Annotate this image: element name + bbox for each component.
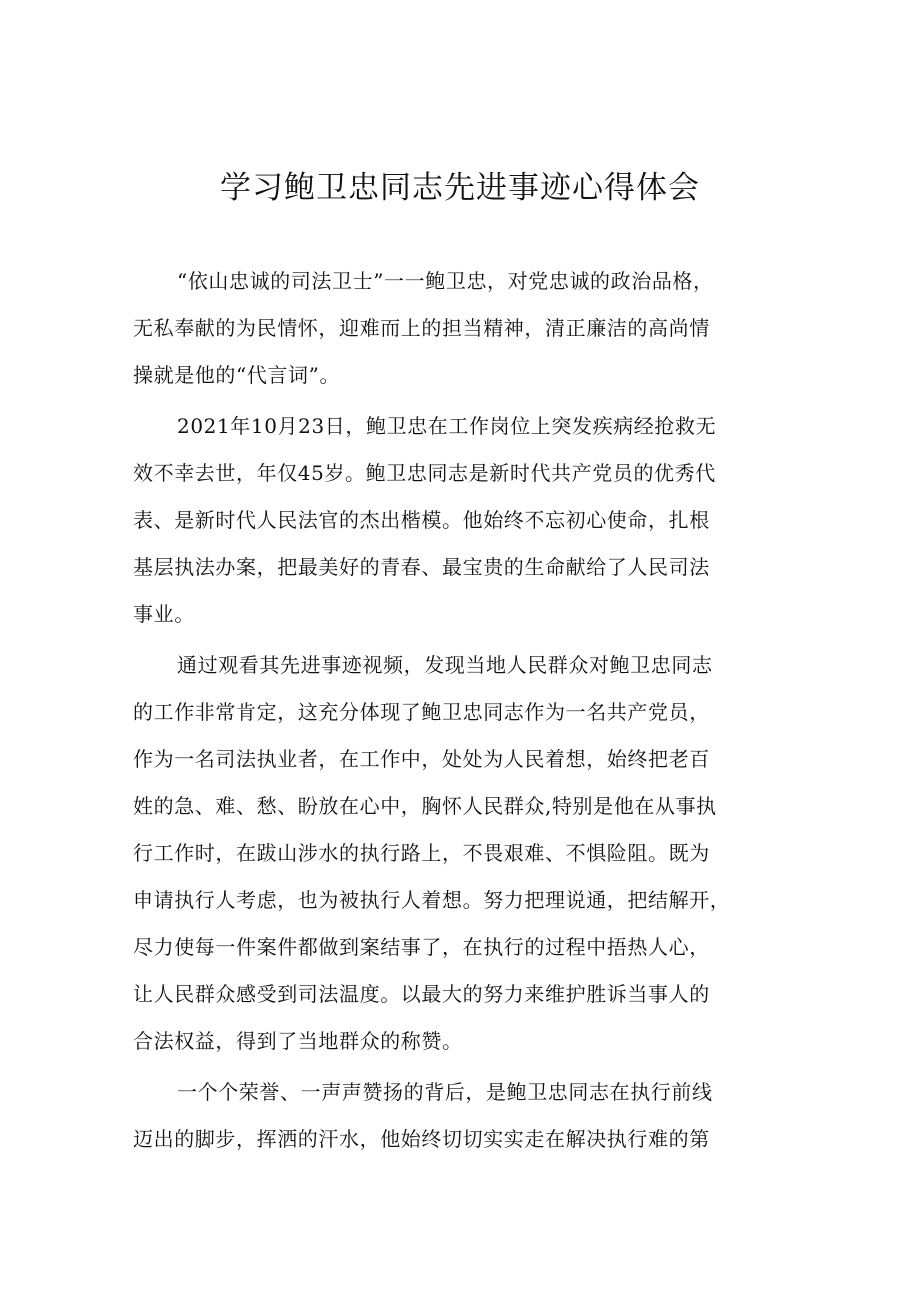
paragraph-1 (133, 258, 805, 399)
paragraph-line: 效不幸去世，年仅45岁。鲍卫忠同志是新时代共产党员的优秀代 (133, 461, 716, 485)
paragraph-line: 尽力使每一件案件都做到案结事了，在执行的过程中捂热人心， (133, 935, 710, 959)
paragraph-line: 姓的急、难、愁、盼放在心中，胸怀人民群众,特别是他在从事执 (133, 794, 717, 818)
paragraph-4 (133, 1069, 805, 1163)
document-title: 学习鲍卫忠同志先进事迹心得体会 (220, 170, 700, 206)
paragraph-line: 基层执法办案，把最美好的青春、最宝贵的生命献给了人民司法 (133, 555, 710, 579)
paragraph-line: 迈出的脚步，挥洒的汗水，他始终切切实实走在解决执行难的第 (133, 1127, 710, 1151)
paragraph-line: 合法权益，得到了当地群众的称赞。 (133, 1029, 463, 1053)
paragraph-line: 表、是新时代人民法官的杰出楷模。他始终不忘初心使命，扎根 (133, 508, 710, 532)
paragraph-line: 操就是他的“代言词”。 (133, 363, 341, 387)
paragraph-line: 通过观看其先进事迹视频，发现当地人民群众对鲍卫忠同志 (177, 653, 713, 677)
paragraph-line: 一个个荣誉、一声声赞扬的背后，是鲍卫忠同志在执行前线 (177, 1080, 713, 1104)
paragraph-2 (133, 403, 805, 638)
document-body (133, 258, 805, 1163)
paragraph-line: 的工作非常肯定，这充分体现了鲍卫忠同志作为一名共产党员， (133, 700, 710, 724)
paragraph-line: 让人民群众感受到司法温度。以最大的努力来维护胜诉当事人的 (133, 982, 710, 1006)
paragraph-line: 无私奉献的为民情怀，迎难而上的担当精神，清正廉洁的高尚情 (133, 316, 710, 340)
paragraph-line: 2021年10月23日，鲍卫忠在工作岗位上突发疾病经抢救无 (177, 414, 717, 438)
paragraph-line: “依山忠诚的司法卫士”一一鲍卫忠，对党忠诚的政治品格， (177, 269, 714, 293)
paragraph-line: 作为一名司法执业者，在工作中，处处为人民着想，始终把老百 (133, 747, 710, 771)
paragraph-line: 事业。 (133, 602, 195, 626)
paragraph-3 (133, 642, 805, 1065)
paragraph-line: 行工作时，在跋山涉水的执行路上，不畏艰难、不惧险阻。既为 (133, 841, 710, 865)
paragraph-line: 申请执行人考虑，也为被执行人着想。努力把理说通，把结解开， (133, 888, 731, 912)
